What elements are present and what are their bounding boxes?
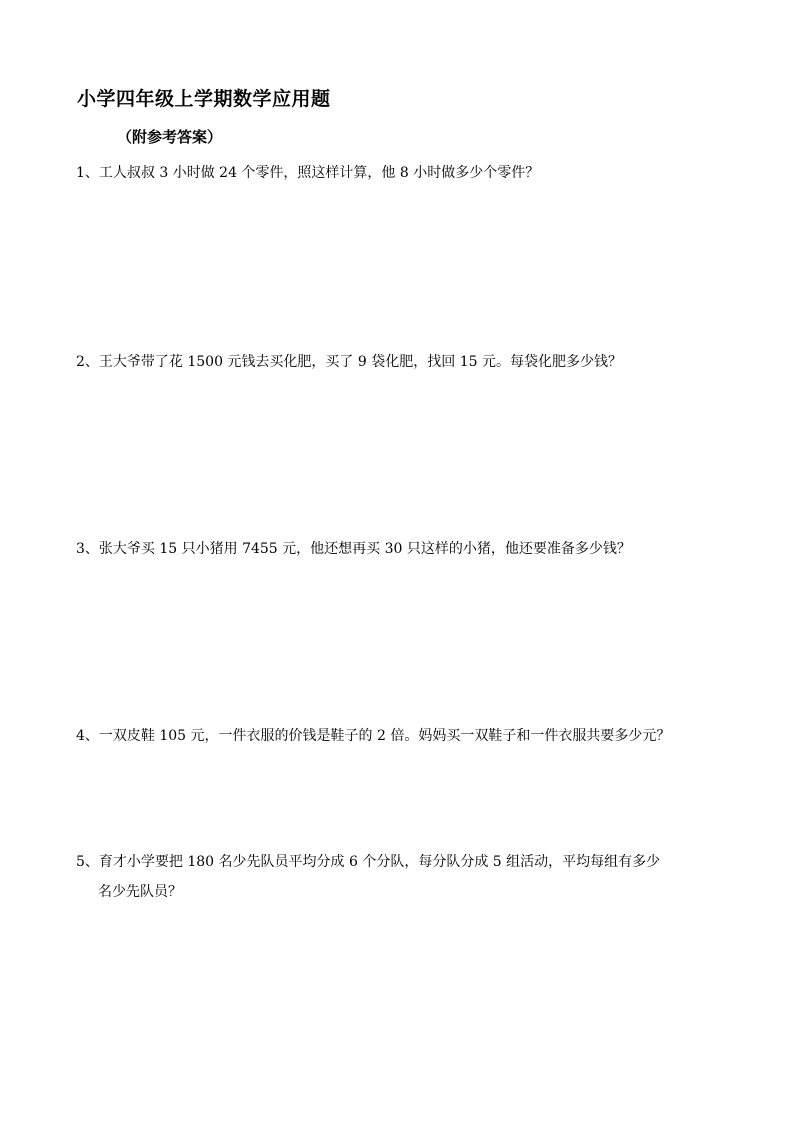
question-3-text: 3、张大爷买 15 只小猪用 7455 元，他还想再买 30 只这样的小猪，他还要准备多少钱？ bbox=[76, 541, 631, 557]
question-4-text: 4、一双皮鞋 105 元，一件衣服的价钱是鞋子的 2 倍。妈妈买一双鞋子和一件衣服共要多少元？ bbox=[76, 728, 671, 744]
document-subtitle: （附参考答案） bbox=[117, 128, 223, 146]
question-5-continuation: 名少先队员？ bbox=[98, 884, 182, 900]
question-5-text: 5、育才小学要把 180 名少先队员平均分成 6 个分队，每分队分成 5 组活动，平均每组有多少 bbox=[76, 854, 661, 870]
question-2 bbox=[76, 347, 726, 377]
question-2-text: 2、王大爷带了花 1500 元钱去买化肥，买了 9 袋化肥，找回 15 元。每袋化肥多少钱？ bbox=[76, 354, 622, 370]
question-3 bbox=[76, 534, 726, 564]
question-5 bbox=[76, 847, 726, 907]
question-4 bbox=[76, 721, 726, 751]
question-1 bbox=[76, 158, 726, 188]
question-1-text: 1、工人叔叔 3 小时做 24 个零件，照这样计算，他 8 小时做多少个零件？ bbox=[76, 165, 540, 181]
document-title: 小学四年级上学期数学应用题 bbox=[77, 88, 331, 110]
